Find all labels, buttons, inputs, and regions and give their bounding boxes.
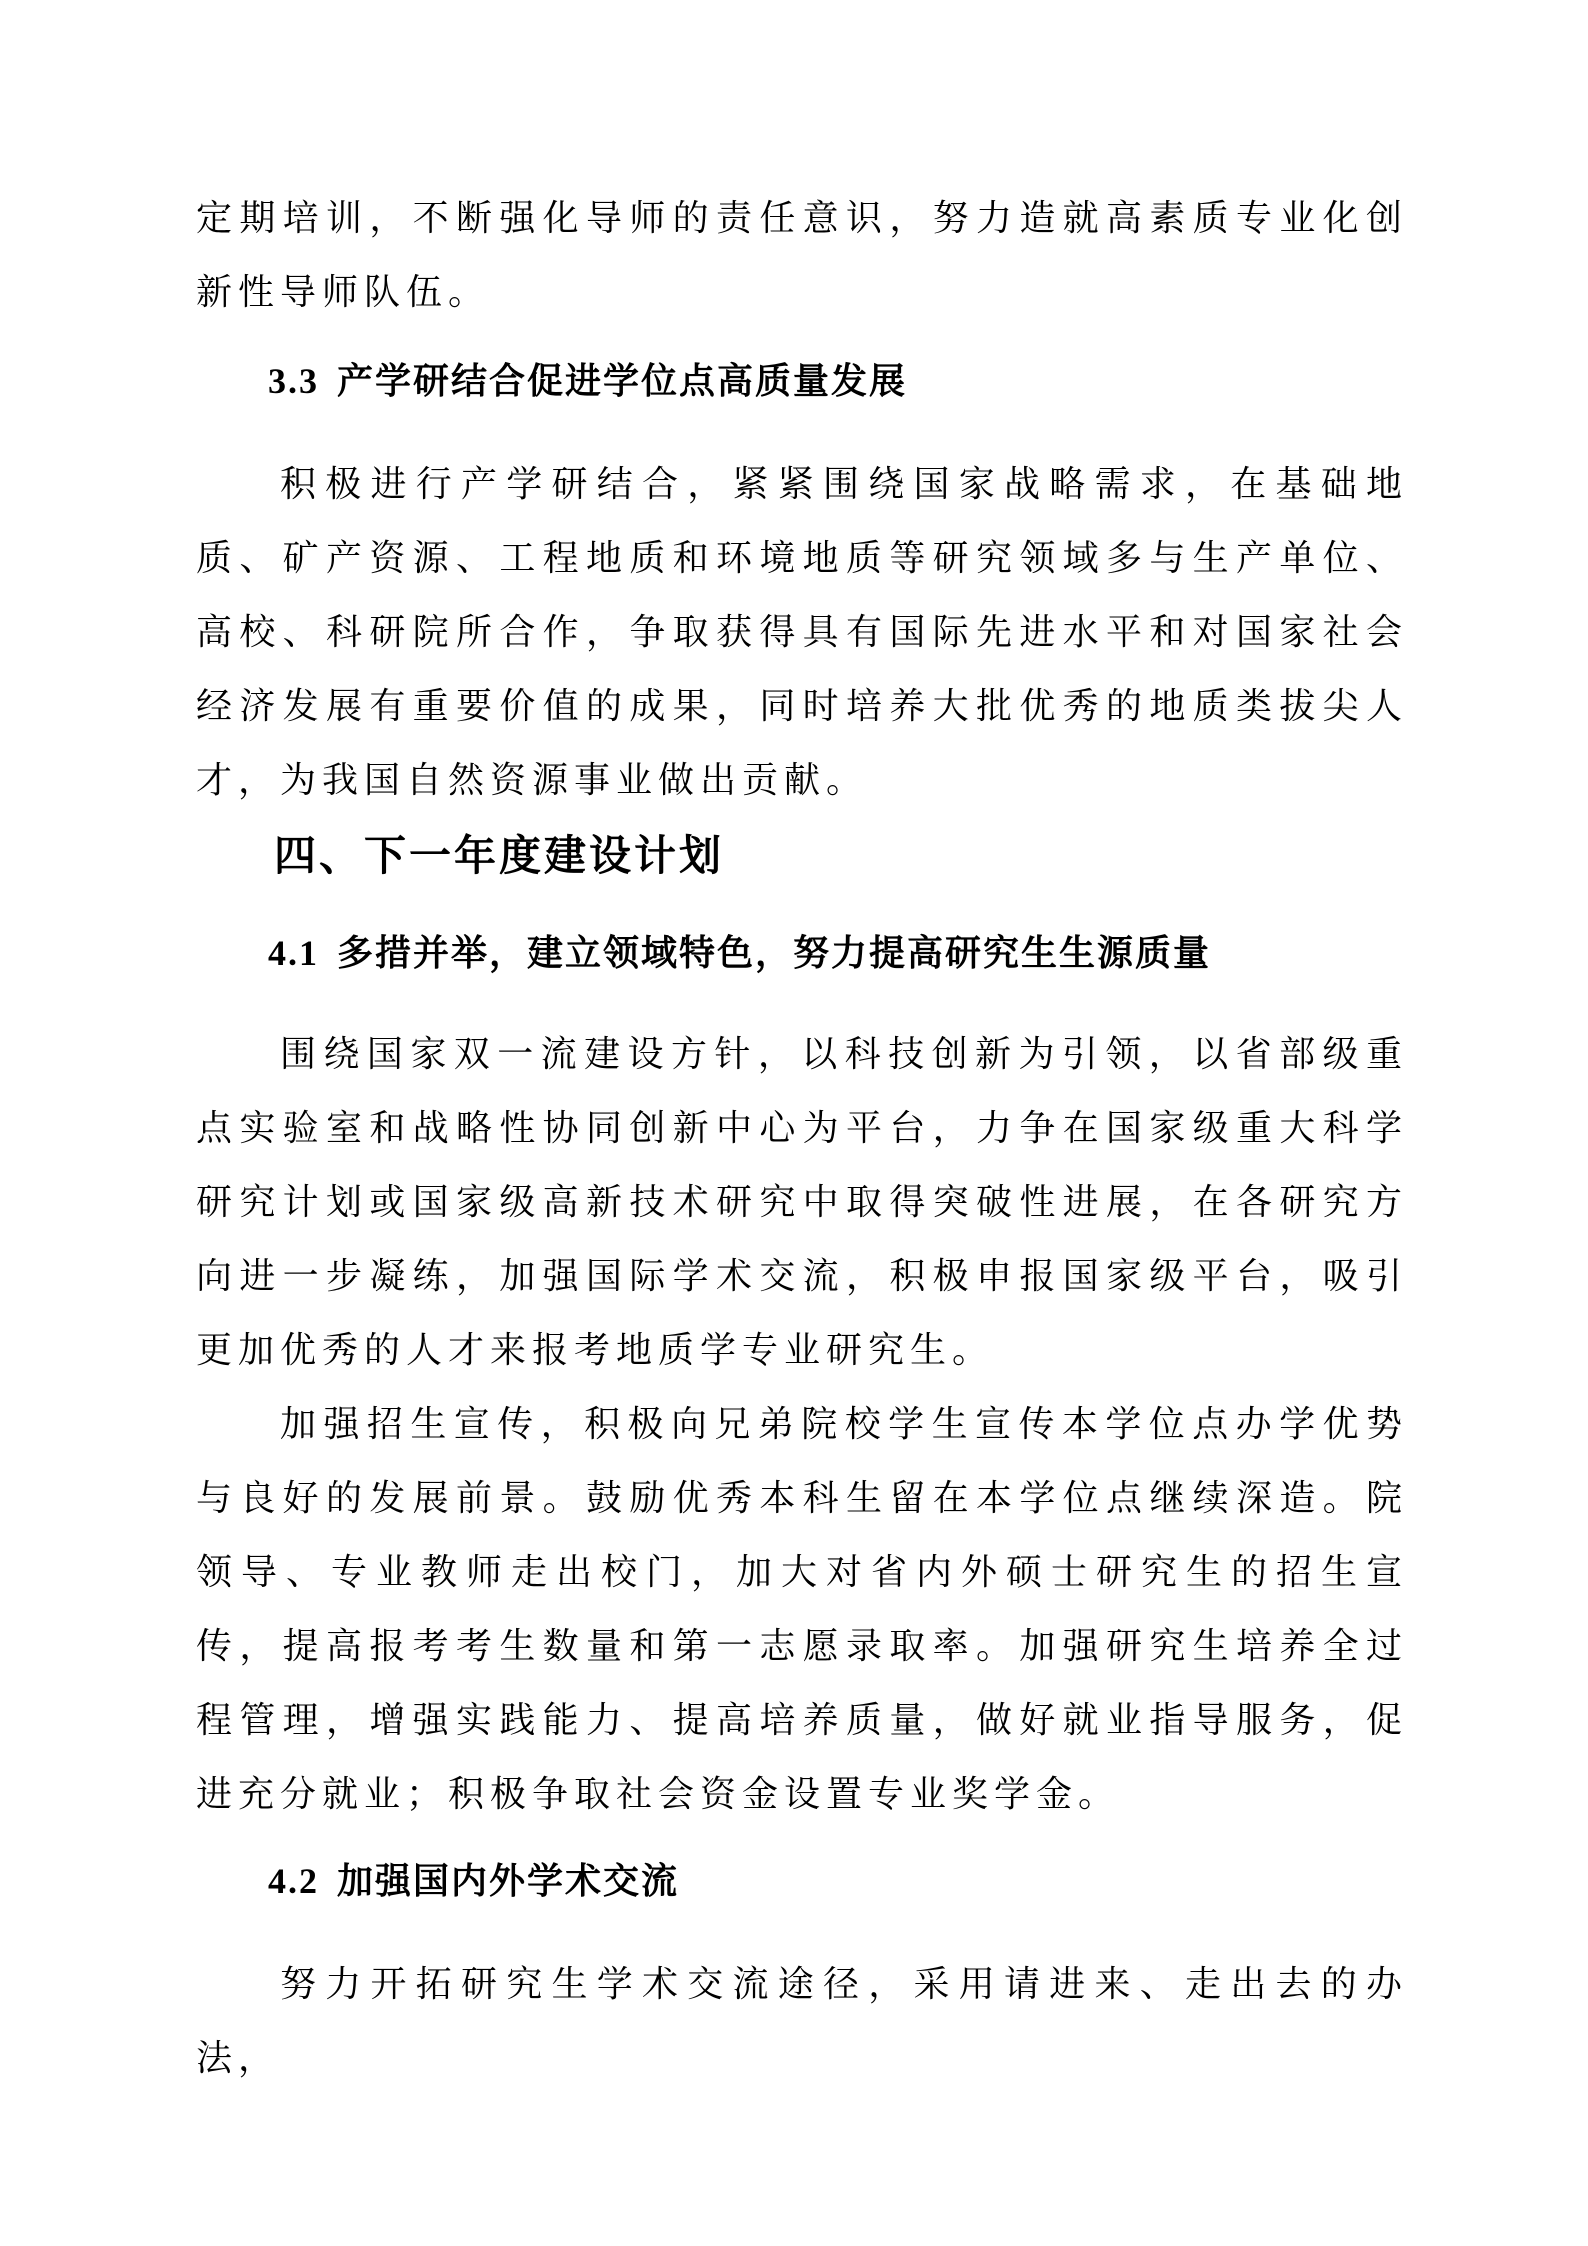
section-heading-4: 四、下一年度建设计划 xyxy=(274,831,725,880)
heading-title: 多措并举，建立领域特色，努力提高研究生生源质量 xyxy=(337,932,1212,974)
paragraph-mentor-training: 定期培训，不断强化导师的责任意识，努力造就高素质专业化创新性导师队伍。 xyxy=(196,198,1408,313)
heading-4-1 xyxy=(268,928,1211,978)
heading-number: 4.2 xyxy=(268,1861,319,1901)
paragraph-recruitment: 加强招生宣传，积极向兄弟院校学生宣传本学位点办学优势与良好的发展前景。鼓励优秀本科生留在本学位点继续深造。院领导、专业教师走出校门，加大对省内外硕士研究生的招生宣传，提高报考考生数量和第一志愿录取率。加强研究生培养全过程管理，增强实践能力、提高培养质量，做好就业指导服务，促进充分就业；积极争取社会资金设置专业奖学金。 xyxy=(196,1404,1408,1815)
heading-title: 产学研结合促进学位点高质量发展 xyxy=(337,360,908,402)
paragraph-academic-exchange: 努力开拓研究生学术交流途径，采用请进来、走出去的办法， xyxy=(196,1964,1408,2079)
heading-title: 加强国内外学术交流 xyxy=(337,1860,680,1902)
heading-3-3 xyxy=(268,356,907,406)
heading-4-2 xyxy=(268,1856,679,1906)
heading-number: 4.1 xyxy=(268,933,319,973)
paragraph-industry-research: 积极进行产学研结合，紧紧围绕国家战略需求，在基础地质、矿产资源、工程地质和环境地质等研究领域多与生产单位、高校、科研院所合作，争取获得具有国际先进水平和对国家社会经济发展有重要价值的成果，同时培养大批优秀的地质类拔尖人才，为我国自然资源事业做出贡献。 xyxy=(196,464,1408,801)
heading-number: 3.3 xyxy=(268,361,319,401)
paragraph-double-first-class: 围绕国家双一流建设方针，以科技创新为引领，以省部级重点实验室和战略性协同创新中心为平台，力争在国家级重大科学研究计划或国家级高新技术研究中取得突破性进展，在各研究方向进一步凝练，加强国际学术交流，积极申报国家级平台，吸引更加优秀的人才来报考地质学专业研究生。 xyxy=(196,1034,1408,1371)
